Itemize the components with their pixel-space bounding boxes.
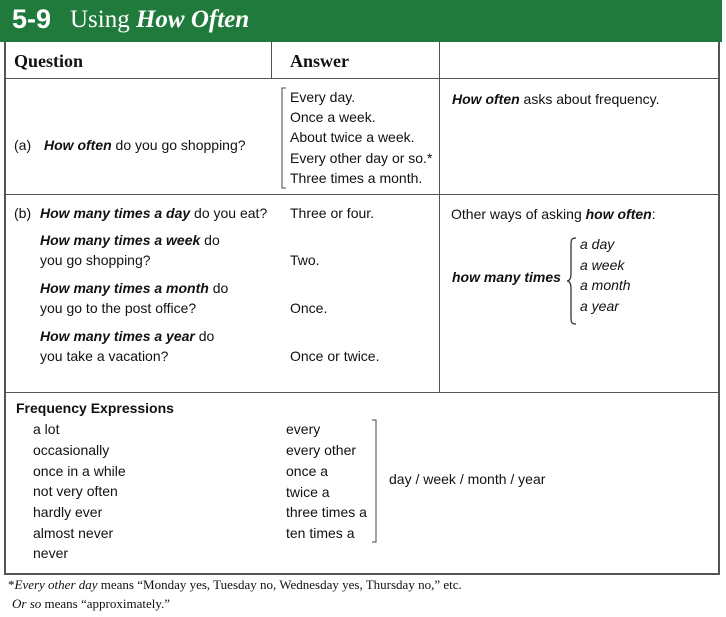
row-b-label: (b) xyxy=(14,205,32,221)
row-a-note-rest: asks about frequency. xyxy=(519,91,660,107)
freq-left-6: almost never xyxy=(33,525,114,541)
frequency-bracket xyxy=(370,418,380,544)
row-b-note-intro-end: : xyxy=(651,206,656,222)
row-b-question-2 xyxy=(40,230,220,270)
freq-left-1: a lot xyxy=(33,421,60,437)
row-a-answer-2: Once a week. xyxy=(290,109,376,125)
freq-left-5: hardly ever xyxy=(33,504,103,520)
row-a-note-bold: How often xyxy=(452,91,520,107)
row-b-option-3: a month xyxy=(580,277,631,293)
row-b-q1-rest: do you eat? xyxy=(190,205,268,221)
row-b-option-2: a week xyxy=(580,257,625,273)
row-b-q4-rest1: do xyxy=(194,328,215,344)
row-a-question-rest: do you go shopping? xyxy=(111,137,246,153)
freq-middle-1: every xyxy=(286,421,321,437)
freq-middle-4: twice a xyxy=(286,484,330,500)
row-b-q3-bold: How many times a month xyxy=(40,280,209,296)
freq-middle-5: three times a xyxy=(286,504,367,520)
row-b-option-1: a day xyxy=(580,236,615,252)
table-left-border xyxy=(4,42,6,574)
freq-middle-6: ten times a xyxy=(286,525,355,541)
col-divider-1 xyxy=(271,42,272,79)
title-prefix: Using xyxy=(70,6,136,33)
frequency-title: Frequency Expressions xyxy=(16,400,174,416)
table-right-border xyxy=(718,42,720,574)
row-a-answer-3: About twice a week. xyxy=(290,129,415,145)
footnote-star: * xyxy=(8,577,15,592)
row-b-note-brace xyxy=(566,236,578,326)
footnote-2-rest: means “approximately.” xyxy=(41,596,171,611)
row-b-answer-4: Once or twice. xyxy=(290,348,380,364)
row-a-bottom-line xyxy=(4,194,720,195)
row-b-q4-bold: How many times a year xyxy=(40,328,195,344)
row-b-q4-rest2: you take a vacation? xyxy=(40,348,169,364)
freq-middle-2: every other xyxy=(286,442,357,458)
row-a-question xyxy=(44,135,246,155)
footnote-1 xyxy=(8,577,462,593)
row-a-answer-1: Every day. xyxy=(290,89,356,105)
freq-left-3: once in a while xyxy=(33,463,126,479)
row-b-q1-bold: How many times a day xyxy=(40,205,191,221)
row-b-note-intro xyxy=(451,204,656,224)
footnote-1-rest: means “Monday yes, Tuesday no, Wednesday yes, Thursday no,” etc. xyxy=(97,577,462,592)
row-b-question-4 xyxy=(40,326,214,366)
freq-middle-3: once a xyxy=(286,463,329,479)
row-b-question-1 xyxy=(40,203,267,223)
row-b-answer-1: Three or four. xyxy=(290,205,375,221)
freq-left-7: never xyxy=(33,545,69,561)
row-a-note xyxy=(452,89,659,109)
footnote-2 xyxy=(12,596,170,612)
footnote-1-italic: Every other day xyxy=(14,577,98,592)
row-b-note-phrase: how many times xyxy=(452,269,561,285)
row-b-q2-bold: How many times a week xyxy=(40,232,201,248)
freq-left-2: occasionally xyxy=(33,442,110,458)
row-b-q3-rest2: you go to the post office? xyxy=(40,300,197,316)
header-question: Question xyxy=(14,51,84,71)
row-b-question-3 xyxy=(40,278,228,318)
row-b-bottom-line xyxy=(4,392,720,393)
row-a-answer-bracket xyxy=(280,86,290,190)
row-b-q2-rest2: you go shopping? xyxy=(40,252,151,268)
header-answer: Answer xyxy=(290,51,349,71)
row-a-answer-4: Every other day or so.* xyxy=(290,150,433,166)
section-title xyxy=(70,6,249,34)
row-b-q3-rest1: do xyxy=(208,280,229,296)
title-italic: How Often xyxy=(135,6,250,33)
freq-right: day / week / month / year xyxy=(389,471,546,487)
row-b-option-4: a year xyxy=(580,298,619,314)
row-b-note-intro-bold: how often xyxy=(585,206,652,222)
row-b-note-intro-text: Other ways of asking xyxy=(451,206,586,222)
freq-left-4: not very often xyxy=(33,483,118,499)
row-a-question-bold: How often xyxy=(44,137,112,153)
table-bottom-border xyxy=(4,573,720,575)
row-b-answer-2: Two. xyxy=(290,252,320,268)
header-bottom-line xyxy=(4,78,720,79)
col-divider-2 xyxy=(439,42,440,393)
row-a-label: (a) xyxy=(14,137,32,153)
section-number: 5-9 xyxy=(12,4,52,34)
row-b-answer-3: Once. xyxy=(290,300,328,316)
row-b-q2-rest1: do xyxy=(200,232,220,248)
row-a-answer-5: Three times a month. xyxy=(290,170,423,186)
footnote-2-italic: Or so xyxy=(12,596,42,611)
